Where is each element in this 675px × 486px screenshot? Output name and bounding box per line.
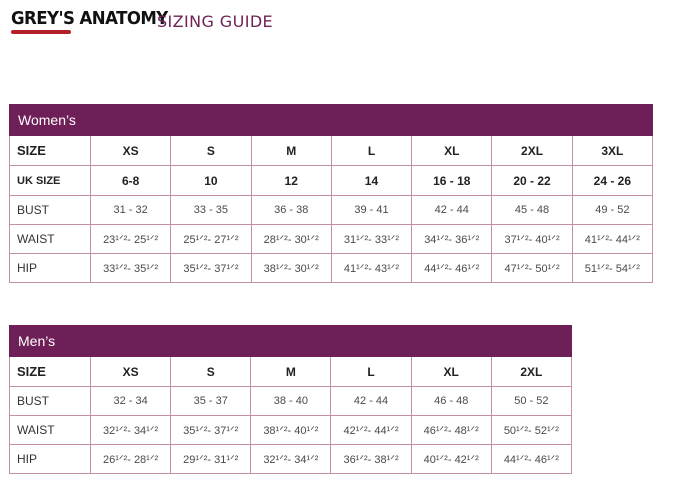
mens-table-body [10,357,572,474]
row-label: WAIST [10,225,91,254]
table-cell: L [331,357,411,387]
mens-size-table [9,325,572,474]
table-cell: 50 - 52 [491,387,571,416]
table-cell: L [331,136,411,166]
womens-row-hip [10,254,653,283]
mens-section-title: Men’s [10,326,572,357]
logo-wordmark: GREY'S ANATOMY [11,8,168,29]
table-cell: 42¹ᐟ²- 44¹ᐟ² [331,416,411,445]
table-cell: 49 - 52 [572,196,652,225]
row-label: SIZE [10,357,91,387]
table-cell: 2XL [492,136,572,166]
table-cell: XS [91,357,171,387]
table-cell: 42 - 44 [331,387,411,416]
table-cell: 36¹ᐟ²- 38¹ᐟ² [331,445,411,474]
womens-header-row [10,105,653,136]
womens-section-title: Women’s [10,105,653,136]
row-label: UK SIZE [10,166,91,196]
table-cell: XL [411,357,491,387]
mens-row-hip [10,445,572,474]
table-cell: 44¹ᐟ²- 46¹ᐟ² [491,445,571,474]
table-cell: 38¹ᐟ²- 30¹ᐟ² [251,254,331,283]
row-label: HIP [10,445,91,474]
table-cell: 33 - 35 [171,196,251,225]
womens-table-body [10,136,653,283]
womens-row-uk-size [10,166,653,196]
mens-row-bust [10,387,572,416]
table-cell: 26¹ᐟ²- 28¹ᐟ² [91,445,171,474]
table-cell: 31 - 32 [91,196,171,225]
table-cell: 32¹ᐟ²- 34¹ᐟ² [91,416,171,445]
table-cell: 33¹ᐟ²- 35¹ᐟ² [91,254,171,283]
table-cell: 37¹ᐟ²- 40¹ᐟ² [492,225,572,254]
table-cell: 39 - 41 [331,196,411,225]
table-cell: 46¹ᐟ²- 48¹ᐟ² [411,416,491,445]
table-cell: 36 - 38 [251,196,331,225]
table-cell: 50¹ᐟ²- 52¹ᐟ² [491,416,571,445]
table-cell: 35¹ᐟ²- 37¹ᐟ² [171,254,251,283]
table-cell: 24 - 26 [572,166,652,196]
table-cell: M [251,357,331,387]
table-cell: 40¹ᐟ²- 42¹ᐟ² [411,445,491,474]
table-cell: 44¹ᐟ²- 46¹ᐟ² [412,254,492,283]
mens-header-row [10,326,572,357]
table-cell: 47¹ᐟ²- 50¹ᐟ² [492,254,572,283]
table-cell: 35 - 37 [171,387,251,416]
table-cell: 32 - 34 [91,387,171,416]
womens-size-table [9,104,653,283]
table-cell: 2XL [491,357,571,387]
table-cell: M [251,136,331,166]
row-label: WAIST [10,416,91,445]
table-cell: 25¹ᐟ²- 27¹ᐟ² [171,225,251,254]
table-cell: 3XL [572,136,652,166]
mens-row-waist [10,416,572,445]
table-cell: 23¹ᐟ²- 25¹ᐟ² [91,225,171,254]
row-label: BUST [10,196,91,225]
table-cell: S [171,357,251,387]
table-cell: 51¹ᐟ²- 54¹ᐟ² [572,254,652,283]
table-cell: 45 - 48 [492,196,572,225]
table-cell: 28¹ᐟ²- 30¹ᐟ² [251,225,331,254]
table-cell: 38¹ᐟ²- 40¹ᐟ² [251,416,331,445]
greys-anatomy-logo [11,7,168,35]
table-cell: 16 - 18 [412,166,492,196]
mens-row-size [10,357,572,387]
table-cell: 20 - 22 [492,166,572,196]
table-cell: 46 - 48 [411,387,491,416]
page-title: SIZING GUIDE [157,12,274,31]
womens-row-waist [10,225,653,254]
table-cell: 10 [171,166,251,196]
womens-row-size [10,136,653,166]
table-cell: 12 [251,166,331,196]
table-cell: 38 - 40 [251,387,331,416]
table-cell: 14 [331,166,411,196]
table-cell: 32¹ᐟ²- 34¹ᐟ² [251,445,331,474]
table-cell: S [171,136,251,166]
table-cell: 31¹ᐟ²- 33¹ᐟ² [331,225,411,254]
row-label: HIP [10,254,91,283]
table-cell: 34¹ᐟ²- 36¹ᐟ² [412,225,492,254]
table-cell: 29¹ᐟ²- 31¹ᐟ² [171,445,251,474]
logo-underline-stroke [11,30,71,34]
table-cell: XS [91,136,171,166]
table-cell: 35¹ᐟ²- 37¹ᐟ² [171,416,251,445]
womens-row-bust [10,196,653,225]
table-cell: 41¹ᐟ²- 44¹ᐟ² [572,225,652,254]
row-label: BUST [10,387,91,416]
table-cell: 6-8 [91,166,171,196]
table-cell: XL [412,136,492,166]
row-label: SIZE [10,136,91,166]
table-cell: 41¹ᐟ²- 43¹ᐟ² [331,254,411,283]
table-cell: 42 - 44 [412,196,492,225]
